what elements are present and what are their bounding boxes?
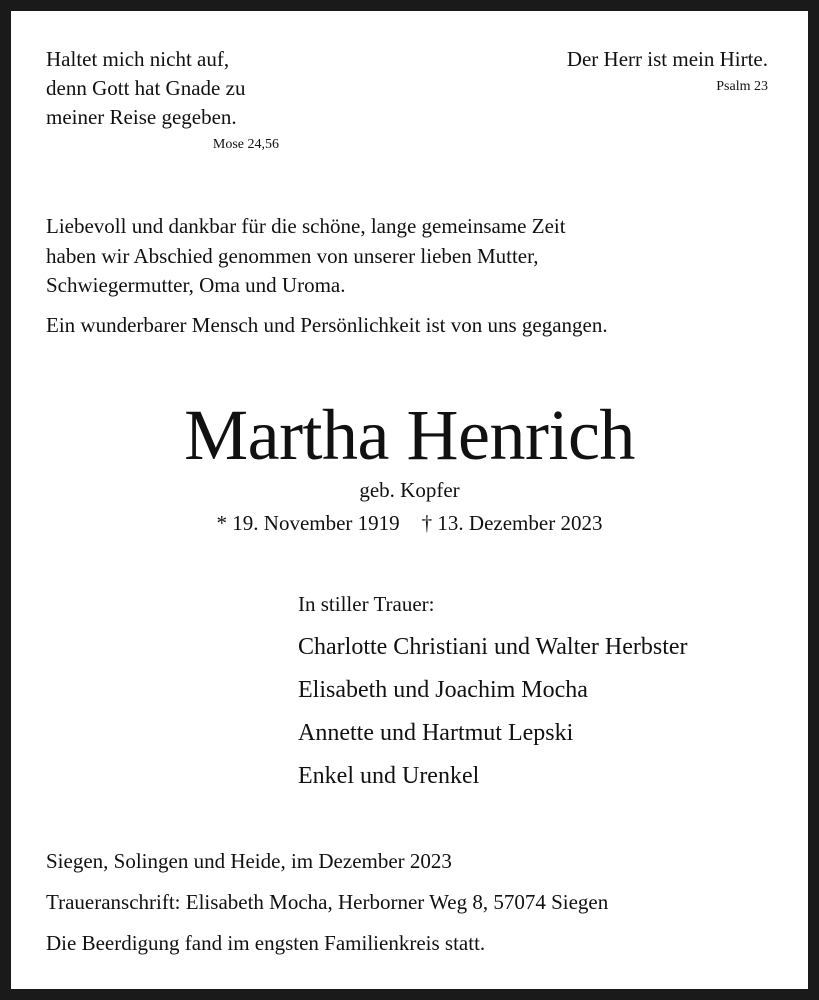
mourner-name: Charlotte Christiani und Walter Herbster <box>298 634 688 660</box>
verse-left-line: meiner Reise gegeben. <box>46 105 237 129</box>
maiden-name: geb. Kopfer <box>359 478 460 502</box>
verse-left-line: denn Gott hat Gnade zu <box>46 76 246 100</box>
mourners-list <box>298 583 688 798</box>
deceased-name: Martha Henrich <box>184 395 635 475</box>
verse-left-reference: Mose 24,56 <box>212 137 279 152</box>
mourners-lead: In stiller Trauer: <box>298 592 435 616</box>
verse-right-reference: Psalm 23 <box>716 79 768 94</box>
life-dates <box>11 510 808 536</box>
death-date: † 13. Dezember 2023 <box>421 511 603 535</box>
footer <box>46 841 608 964</box>
verse-right-line: Der Herr ist mein Hirte. <box>566 47 768 71</box>
mourner-name: Annette und Hartmut Lepski <box>298 720 574 746</box>
intro-line: Liebevoll und dankbar für die schöne, lange gemeinsame Zeit <box>46 214 566 238</box>
mourner-name: Elisabeth und Joachim Mocha <box>298 677 588 703</box>
mourning-address: Traueranschrift: Elisabeth Mocha, Herborner Weg 8, 57074 Siegen <box>46 890 609 914</box>
verse-left <box>46 45 245 132</box>
birth-date: * 19. November 1919 <box>216 511 400 535</box>
intro-closing: Ein wunderbarer Mensch und Persönlichkeit ist von uns gegangen. <box>46 313 608 337</box>
intro-line: haben wir Abschied genommen von unserer lieben Mutter, <box>46 243 539 268</box>
funeral-note: Die Beerdigung fand im engsten Familienkreis statt. <box>46 931 486 955</box>
verse-left-line: Haltet mich nicht auf, <box>46 47 230 71</box>
place-date: Siegen, Solingen und Heide, im Dezember 2023 <box>46 849 452 873</box>
intro-paragraph <box>46 212 566 301</box>
mourner-name: Enkel und Urenkel <box>298 763 480 789</box>
intro-line: Schwiegermutter, Oma und Uroma. <box>46 273 346 297</box>
